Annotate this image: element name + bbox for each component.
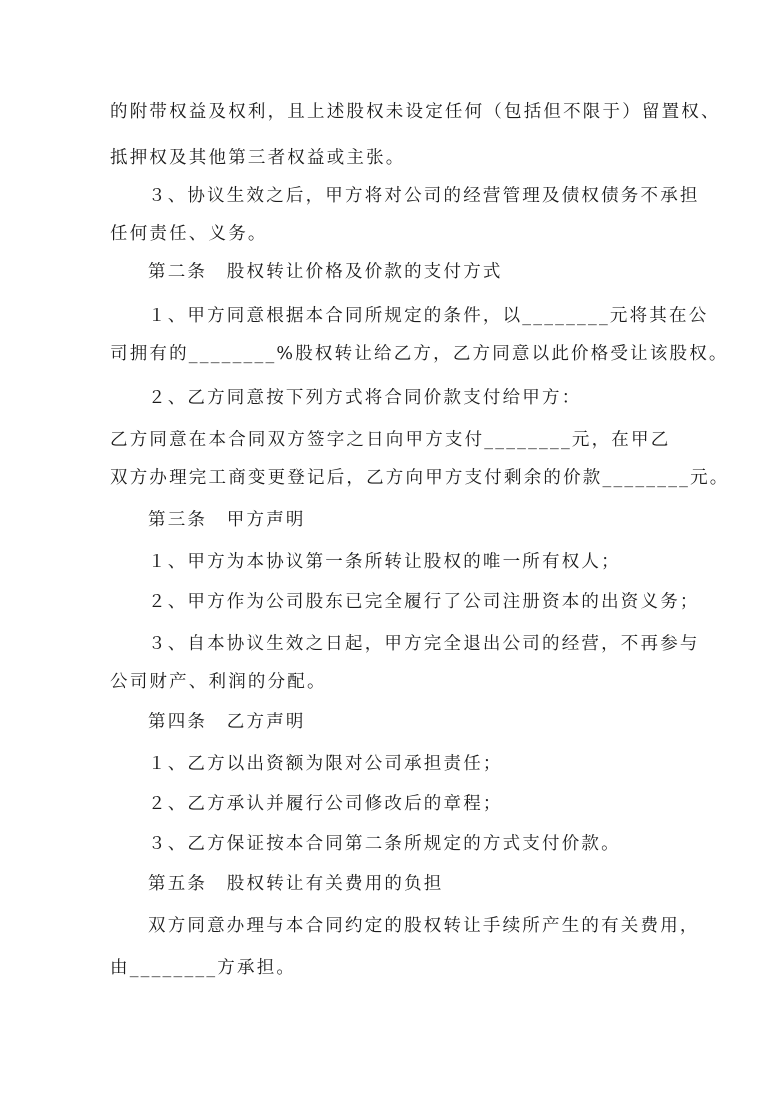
paragraph-line: 双方同意办理与本合同约定的股权转让手续所产生的有关费用，	[148, 916, 700, 936]
paragraph-line: 公司财产、利润的分配。	[110, 672, 327, 692]
paragraph-line: 抵押权及其他第三者权益或主张。	[110, 148, 406, 168]
paragraph-line: ２、乙方同意按下列方式将合同价款支付给甲方：	[148, 388, 582, 408]
paragraph-line: ３、协议生效之后，甲方将对公司的经营管理及债权债务不承担	[148, 186, 700, 206]
section-heading: 第五条 股权转让有关费用的负担	[148, 874, 444, 894]
section-heading: 第三条 甲方声明	[148, 510, 306, 530]
paragraph-line: ２、乙方承认并履行公司修改后的章程；	[148, 794, 503, 814]
section-heading: 第二条 股权转让价格及价款的支付方式	[148, 262, 503, 282]
paragraph-line: 由________方承担。	[110, 958, 297, 978]
paragraph-line: １、甲方为本协议第一条所转让股权的唯一所有权人；	[148, 552, 621, 572]
paragraph-line: ２、甲方作为公司股东已完全履行了公司注册资本的出资义务；	[148, 592, 700, 612]
paragraph-line: １、甲方同意根据本合同所规定的条件，以________元将其在公	[148, 306, 709, 326]
paragraph-line: 乙方同意在本合同双方签字之日向甲方支付________元，在甲乙	[110, 430, 671, 450]
paragraph-line: ３、自本协议生效之日起，甲方完全退出公司的经营，不再参与	[148, 634, 700, 654]
paragraph-line: 的附带权益及权利，且上述股权未设定任何（包括但不限于）留置权、	[110, 102, 721, 122]
paragraph-line: 司拥有的________%股权转让给乙方，乙方同意以此价格受让该股权。	[110, 344, 729, 364]
paragraph-line: １、乙方以出资额为限对公司承担责任；	[148, 754, 503, 774]
paragraph-line: 双方办理完工商变更登记后，乙方向甲方支付剩余的价款________元。	[110, 468, 730, 488]
section-heading: 第四条 乙方声明	[148, 712, 306, 732]
paragraph-line: ３、乙方保证按本合同第二条所规定的方式支付价款。	[148, 834, 621, 854]
paragraph-line: 任何责任、义务。	[110, 224, 268, 244]
